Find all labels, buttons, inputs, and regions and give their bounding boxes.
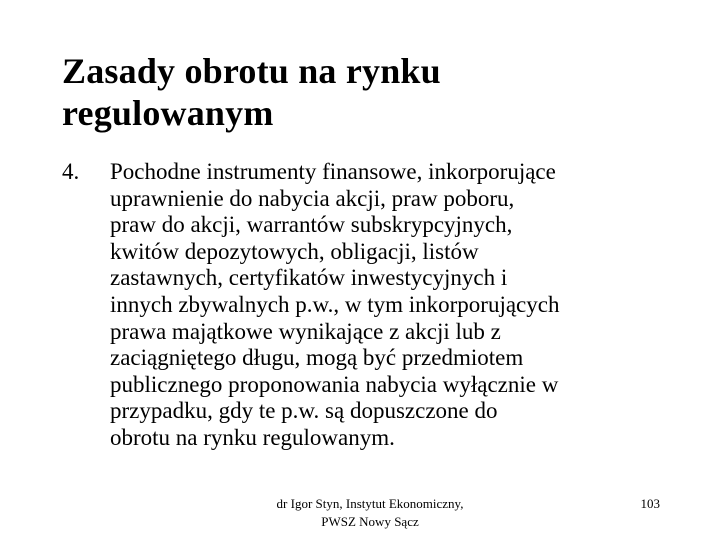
text-line: przypadku, gdy te p.w. są dopuszczone do [110, 398, 498, 424]
text-line: zastawnych, certyfikatów inwestycyjnych i [110, 265, 508, 291]
list-item-text [110, 159, 682, 452]
slide-title-line: regulowanym [62, 93, 274, 133]
footer-source-line: dr Igor Styn, Instytut Ekonomiczny, [276, 496, 464, 511]
footer-source [220, 495, 520, 531]
numbered-list [62, 159, 682, 452]
list-item-number: 4. [62, 159, 80, 184]
text-line: uprawnienie do nabycia akcji, praw poboru, [110, 185, 515, 211]
footer-source-line: PWSZ Nowy Sącz [321, 514, 419, 529]
text-line: praw do akcji, warrantów subskrypcyjnych, [110, 212, 513, 238]
text-line: prawa majątkowe wynikające z akcji lub z [110, 318, 501, 344]
text-line: obrotu na rynku regulowanym. [110, 424, 395, 450]
list-item [62, 159, 682, 452]
slide-title [62, 50, 682, 134]
text-line: Pochodne instrumenty finansowe, inkorporujące [110, 159, 556, 184]
text-line: kwitów depozytowych, obligacji, listów [110, 238, 479, 264]
page-number: 103 [640, 496, 660, 511]
slide-title-line: Zasady obrotu na rynku [62, 51, 441, 91]
text-line: publicznego proponowania nabycia wyłącznie w [110, 371, 559, 397]
text-line: zaciągniętego długu, mogą być przedmiotem [110, 345, 524, 371]
text-line: innych zbywalnych p.w., w tym inkorporujących [110, 291, 560, 317]
